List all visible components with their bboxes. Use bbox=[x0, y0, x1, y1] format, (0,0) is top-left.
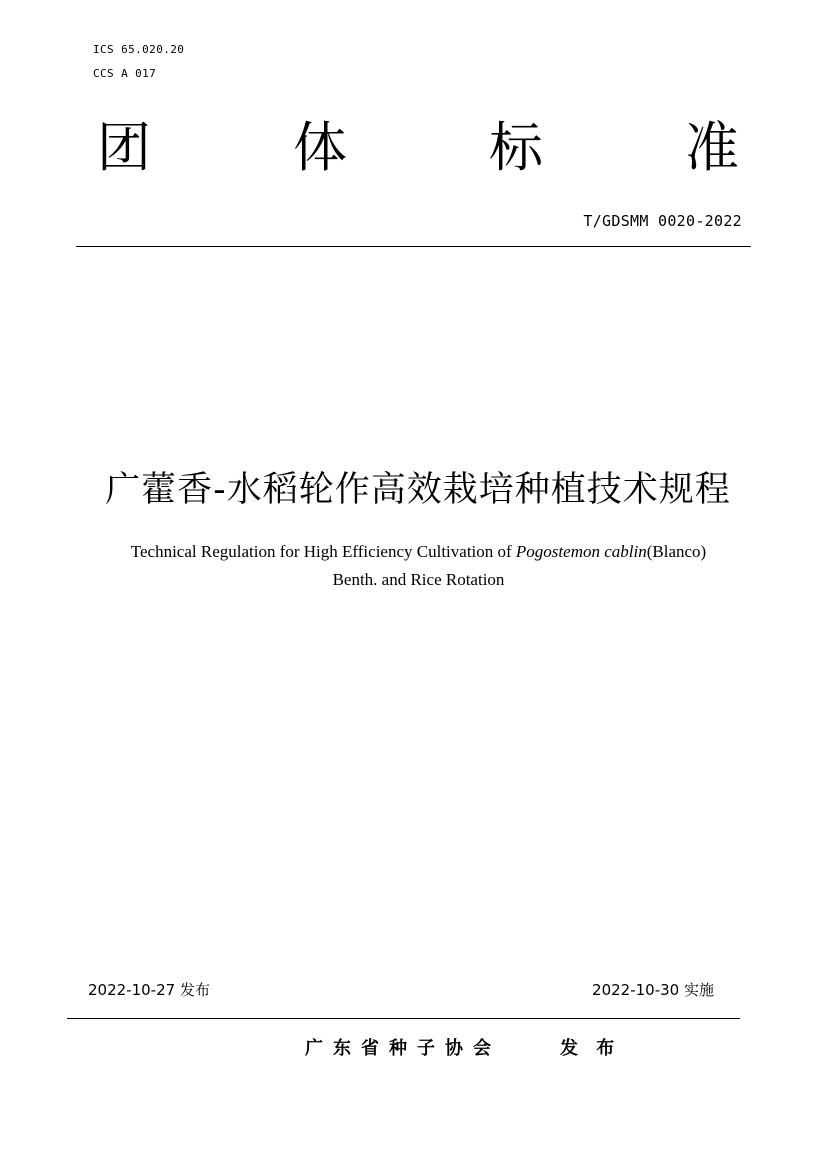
ics-code: ICS 65.020.20 bbox=[93, 43, 185, 56]
standard-number: T/GDSMM 0020-2022 bbox=[583, 212, 742, 230]
implement-date: 2022-10-30 实施 bbox=[592, 981, 714, 999]
standard-type-char-2: 体 bbox=[293, 116, 347, 179]
top-divider bbox=[76, 246, 751, 247]
english-title-line-1 bbox=[40, 538, 797, 566]
english-title-species: Pogostemon cablin bbox=[515, 542, 647, 561]
english-title-part2: (Blanco) bbox=[646, 542, 707, 561]
issuer-action: 发 布 bbox=[560, 1038, 621, 1059]
english-title-part1: Technical Regulation for High Efficiency Cultivation of bbox=[130, 542, 516, 561]
bottom-divider bbox=[67, 1018, 740, 1019]
standard-type-char-3: 标 bbox=[489, 116, 543, 179]
issuer-name: 广东省种子协会 bbox=[305, 1038, 501, 1059]
ccs-code: CCS A 017 bbox=[93, 67, 157, 80]
standard-type-heading bbox=[97, 116, 739, 180]
chinese-title: 广藿香-水稻轮作高效栽培种植技术规程 bbox=[105, 470, 731, 510]
publish-date: 2022-10-27 发布 bbox=[88, 981, 210, 999]
english-title bbox=[40, 538, 797, 594]
english-title-line-2: Benth. and Rice Rotation bbox=[332, 570, 505, 589]
standard-type-char-1: 团 bbox=[97, 116, 151, 179]
standard-type-char-4: 准 bbox=[685, 116, 739, 179]
